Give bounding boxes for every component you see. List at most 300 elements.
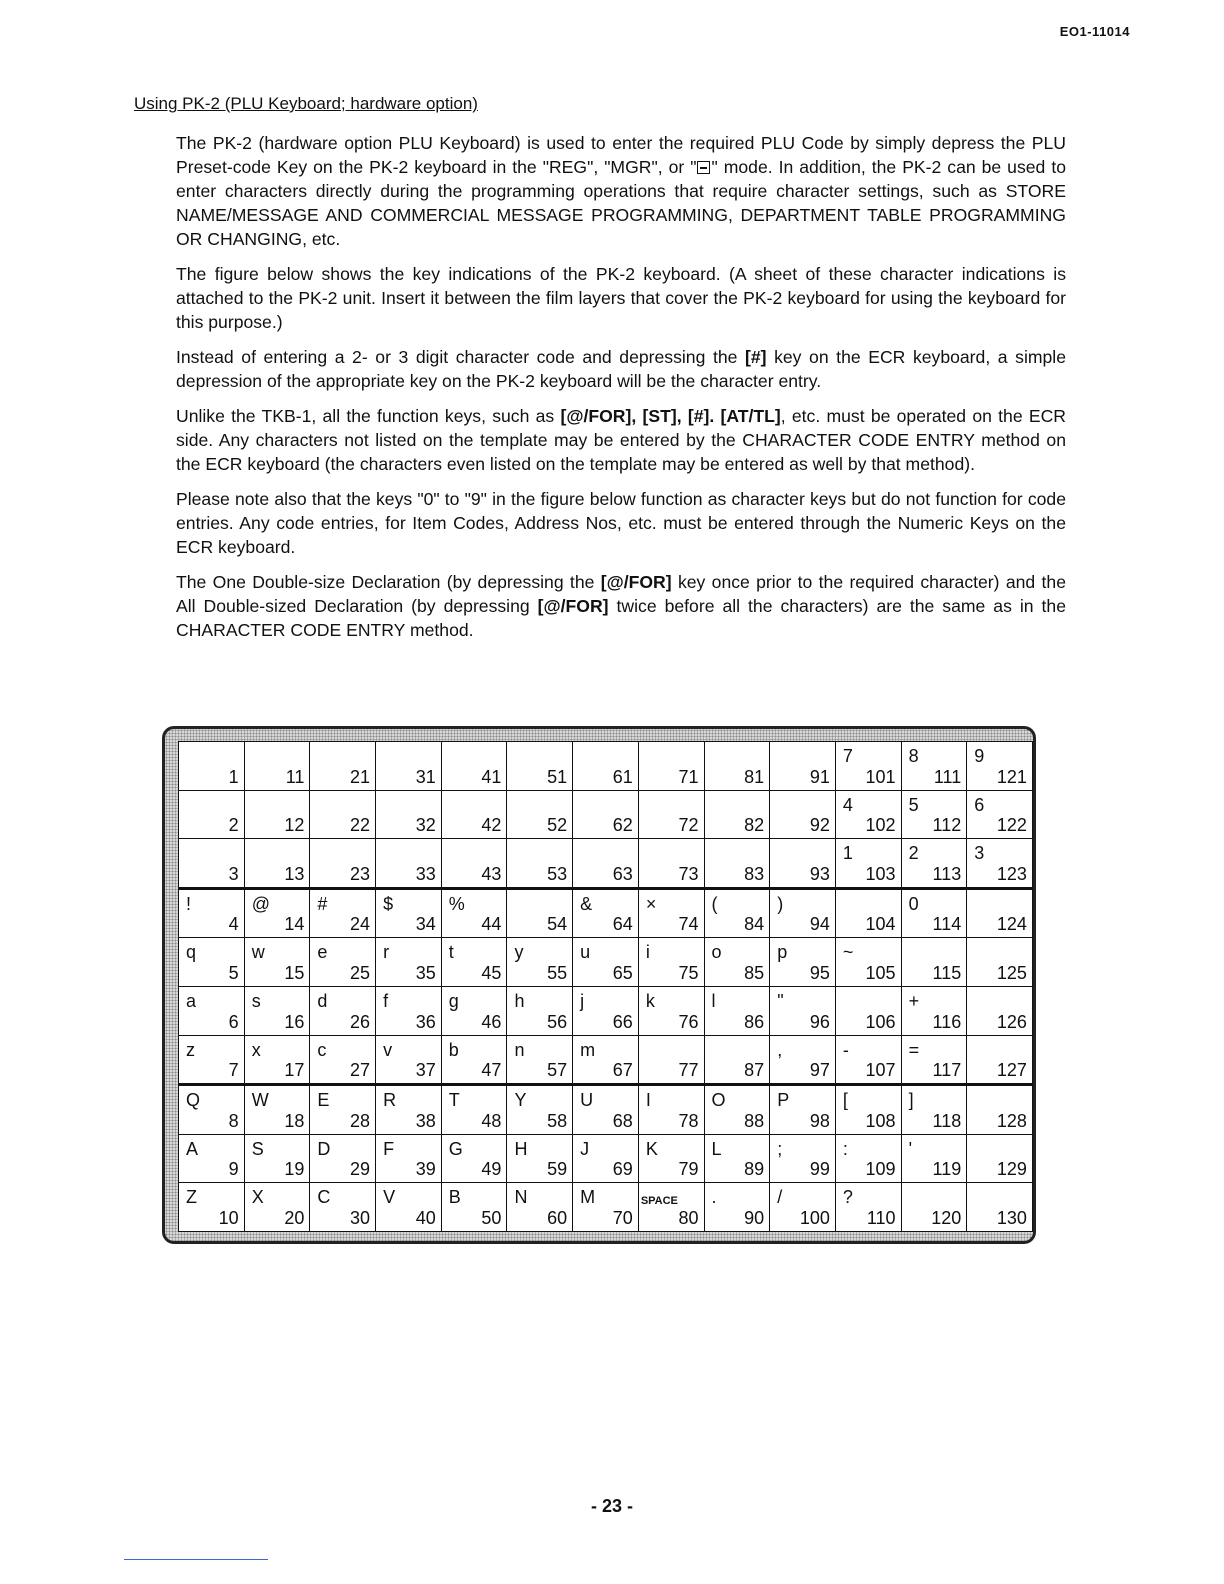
key-code: 11 (285, 766, 305, 787)
key-character: ' (908, 1138, 912, 1159)
key-character: Z (186, 1187, 197, 1208)
key-code: 68 (612, 1110, 633, 1131)
key-character: a (186, 990, 197, 1011)
key-code: 106 (865, 1011, 896, 1032)
key-code: 38 (415, 1110, 436, 1131)
keyboard-key (770, 742, 836, 791)
keyboard-key (967, 986, 1033, 1035)
key-code: 29 (350, 1159, 371, 1180)
keyboard-row (179, 1035, 1033, 1085)
keyboard-key (179, 938, 245, 987)
keyboard-key (901, 790, 967, 839)
key-code: 55 (547, 962, 568, 983)
key-character: ; (777, 1138, 783, 1159)
key-character: 4 (842, 794, 853, 815)
key-character: R (383, 1090, 397, 1111)
keyboard-key (441, 839, 507, 889)
keyboard-key (507, 839, 573, 889)
key-character: P (777, 1090, 790, 1111)
key-code: 104 (865, 914, 896, 935)
keyboard-key (507, 986, 573, 1035)
keyboard-key (573, 1183, 639, 1232)
keyboard-key (770, 790, 836, 839)
key-code: 118 (932, 1110, 962, 1131)
keyboard-key (244, 1085, 310, 1135)
key-character: = (908, 1039, 920, 1060)
key-code: 124 (996, 914, 1027, 935)
keyboard-key (310, 1134, 376, 1183)
keyboard-key (376, 888, 442, 938)
keyboard-key (967, 1035, 1033, 1085)
keyboard-key (638, 839, 704, 889)
paragraph-function-keys-part-b: , etc. must be operated on the ECR side. Any characters not listed on the template may be entered by the CHARACTER CODE ENTRY method on the ECR keyboard (the characters even listed on the template may be entered as well by that method). (176, 406, 1066, 474)
key-code: 41 (481, 766, 502, 787)
keyboard-key (835, 938, 901, 987)
keyboard-key (901, 742, 967, 791)
key-code: 35 (415, 962, 436, 983)
keyboard-key (244, 888, 310, 938)
keyboard-key (573, 938, 639, 987)
key-code: 25 (350, 962, 371, 983)
keyboard-key (835, 839, 901, 889)
paragraph-character-entry-part-b: key on the ECR keyboard, a simple depression of the appropriate key on the PK-2 keyboard will be the character entry. (176, 347, 1066, 391)
hash-key-label: [#] (744, 347, 767, 367)
key-character: ! (186, 893, 192, 914)
key-code: 48 (481, 1110, 502, 1131)
for-key-label-1: [@/FOR] (600, 572, 672, 592)
paragraph-function-keys (176, 404, 1066, 476)
key-code: 105 (865, 962, 896, 983)
keyboard-key (770, 1035, 836, 1085)
key-code: 58 (547, 1110, 568, 1131)
key-character: M (580, 1187, 596, 1208)
keyboard-key (310, 1035, 376, 1085)
key-code: 113 (932, 863, 962, 884)
keyboard-key (376, 1085, 442, 1135)
key-code: 80 (678, 1207, 699, 1228)
key-code: 108 (865, 1110, 896, 1131)
key-character: U (580, 1090, 594, 1111)
key-code: 81 (744, 766, 765, 787)
key-code: 120 (931, 1207, 962, 1228)
keyboard-key (638, 1183, 704, 1232)
keyboard-key (441, 742, 507, 791)
key-code: 77 (678, 1060, 699, 1081)
keyboard-row (179, 986, 1033, 1035)
key-character: i (645, 942, 650, 963)
keyboard-key (179, 1085, 245, 1135)
keyboard-key (835, 888, 901, 938)
keyboard-row (179, 1183, 1033, 1232)
key-code: 16 (284, 1011, 305, 1032)
keyboard-key (507, 790, 573, 839)
key-code: 49 (481, 1159, 502, 1180)
key-code: 42 (481, 815, 502, 836)
key-code: 99 (809, 1159, 830, 1180)
keyboard-key (244, 1134, 310, 1183)
keyboard-key (704, 888, 770, 938)
keyboard-key (310, 839, 376, 889)
keyboard-key (507, 938, 573, 987)
keyboard-key (179, 986, 245, 1035)
key-code: 95 (809, 962, 830, 983)
key-code: 6 (228, 1011, 239, 1032)
key-code: 57 (547, 1060, 568, 1081)
keyboard-key (967, 839, 1033, 889)
key-character: o (711, 942, 722, 963)
keyboard-key (967, 742, 1033, 791)
keyboard-key (704, 1085, 770, 1135)
keyboard-key (967, 790, 1033, 839)
key-character: / (777, 1187, 783, 1208)
keyboard-key (507, 1085, 573, 1135)
keyboard-key (835, 1085, 901, 1135)
keyboard-key (441, 938, 507, 987)
keyboard-key (507, 742, 573, 791)
key-code: 73 (678, 863, 699, 884)
keyboard-key (376, 1183, 442, 1232)
keyboard-key (441, 1134, 507, 1183)
key-character: x (251, 1039, 261, 1060)
key-code: 72 (678, 815, 699, 836)
keyboard-key (770, 986, 836, 1035)
key-code: 97 (809, 1060, 830, 1081)
key-character: r (383, 942, 390, 963)
key-code: 87 (744, 1060, 765, 1081)
key-code: 116 (932, 1011, 962, 1032)
keyboard-key (835, 1183, 901, 1232)
key-code: 90 (744, 1207, 765, 1228)
keyboard-key (967, 1183, 1033, 1232)
key-character: t (448, 942, 454, 963)
keyboard-key (704, 938, 770, 987)
key-code: 28 (350, 1110, 371, 1131)
function-keys-label: [@/FOR], [ST], [#]. [AT/TL] (560, 406, 781, 426)
key-code: 130 (996, 1207, 1027, 1228)
key-character: f (383, 990, 389, 1011)
key-character: G (448, 1138, 463, 1159)
key-character: 2 (908, 843, 919, 864)
key-code: 70 (612, 1207, 633, 1228)
key-code: 91 (809, 766, 830, 787)
key-character: K (645, 1138, 658, 1159)
key-code: 20 (284, 1207, 305, 1228)
paragraph-double-size-part-c: twice before all the characters) are the same as in the CHARACTER CODE ENTRY method. (176, 596, 1066, 640)
key-character: T (448, 1090, 460, 1111)
keyboard-key (638, 1085, 704, 1135)
key-character: k (645, 990, 655, 1011)
key-character: 1 (842, 843, 853, 864)
key-code: 107 (865, 1060, 896, 1081)
key-character: j (580, 990, 585, 1011)
key-code: 78 (678, 1110, 699, 1131)
keyboard-key (441, 1183, 507, 1232)
key-character: g (448, 990, 459, 1011)
key-code: 98 (809, 1110, 830, 1131)
key-code: 63 (612, 863, 633, 884)
keyboard-key (441, 888, 507, 938)
key-character: O (711, 1090, 726, 1111)
key-code: 65 (612, 962, 633, 983)
keyboard-key (310, 1183, 376, 1232)
keyboard-key (901, 986, 967, 1035)
keyboard-key (573, 888, 639, 938)
key-character: e (317, 942, 328, 963)
key-character: " (777, 990, 784, 1011)
keyboard-key (376, 986, 442, 1035)
key-character: @ (251, 893, 270, 914)
keyboard-key (901, 839, 967, 889)
key-character: y (514, 942, 524, 963)
key-character: J (580, 1138, 590, 1159)
paragraph-intro (176, 131, 1066, 251)
document-id: EO1-11014 (1059, 24, 1130, 39)
key-code: 15 (284, 962, 305, 983)
keyboard-key (770, 1085, 836, 1135)
keyboard-key (638, 986, 704, 1035)
key-code: 3 (228, 863, 239, 884)
key-code: 84 (744, 914, 765, 935)
key-code: 60 (547, 1207, 568, 1228)
paragraph-figure-note: The figure below shows the key indications of the PK-2 keyboard. (A sheet of these character indications is attached to the PK-2 unit. Insert it between the film layers that cover the PK-2 keyboard for using the keyboard for this purpose.) (176, 264, 1066, 332)
key-code: 37 (415, 1060, 436, 1081)
key-code: 128 (996, 1110, 1027, 1131)
key-code: 22 (350, 815, 371, 836)
key-code: 75 (678, 962, 699, 983)
key-code: 27 (350, 1060, 371, 1081)
key-character: SPACE (640, 1195, 678, 1208)
key-code: 85 (744, 962, 765, 983)
key-code: 92 (809, 815, 830, 836)
key-character: c (317, 1039, 327, 1060)
keyboard-key (704, 986, 770, 1035)
keyboard-key (179, 1035, 245, 1085)
for-key-label-2: [@/FOR] (537, 596, 609, 616)
key-code: 47 (481, 1060, 502, 1081)
keyboard-key (376, 1035, 442, 1085)
keyboard-row (179, 1134, 1033, 1183)
key-character: ( (711, 893, 718, 914)
key-code: 56 (547, 1011, 568, 1032)
key-code: 125 (996, 962, 1027, 983)
keyboard-key (376, 790, 442, 839)
minus-mode-icon (697, 161, 710, 174)
key-character: z (186, 1039, 195, 1060)
key-code: 34 (415, 914, 436, 935)
key-character: v (383, 1039, 393, 1060)
keyboard-key (901, 1035, 967, 1085)
keyboard-row (179, 938, 1033, 987)
keyboard-key (179, 742, 245, 791)
key-character: 3 (974, 843, 985, 864)
keyboard-row (179, 1085, 1033, 1135)
key-character: u (580, 942, 591, 963)
key-code: 71 (678, 766, 699, 787)
key-character: l (711, 990, 716, 1011)
key-character: 9 (974, 746, 985, 766)
key-code: 123 (996, 863, 1027, 884)
paragraph-double-size (176, 570, 1066, 642)
key-code: 79 (678, 1159, 699, 1180)
keyboard-key (573, 742, 639, 791)
keyboard-key (901, 888, 967, 938)
keyboard-row (179, 839, 1033, 889)
key-character: % (448, 893, 465, 914)
key-code: 50 (481, 1207, 502, 1228)
keyboard-key (967, 888, 1033, 938)
keyboard-key (179, 888, 245, 938)
keyboard-key (770, 888, 836, 938)
footer-rule (124, 1559, 268, 1560)
keyboard-key (901, 938, 967, 987)
key-character: 0 (908, 893, 919, 914)
key-code: 40 (415, 1207, 436, 1228)
keyboard-key (704, 839, 770, 889)
key-character: Y (514, 1090, 527, 1111)
keyboard-key (835, 742, 901, 791)
key-character: D (317, 1138, 331, 1159)
key-character: ~ (842, 942, 854, 963)
keyboard-key (441, 790, 507, 839)
key-code: 89 (744, 1159, 765, 1180)
keyboard-key (835, 790, 901, 839)
key-code: 1 (228, 766, 239, 787)
key-code: 127 (996, 1060, 1027, 1081)
key-code: 46 (481, 1011, 502, 1032)
keyboard-key (967, 1134, 1033, 1183)
keyboard-key (310, 1085, 376, 1135)
keyboard-key (244, 986, 310, 1035)
keyboard-key (507, 888, 573, 938)
keyboard-key (507, 1035, 573, 1085)
page-number: - 23 - (590, 1496, 633, 1516)
key-code: 32 (415, 815, 436, 836)
key-code: 5 (228, 962, 239, 983)
keyboard-key (310, 742, 376, 791)
key-code: 21 (350, 766, 371, 787)
key-code: 122 (996, 815, 1027, 836)
key-code: 10 (218, 1207, 239, 1228)
keyboard-key (573, 1085, 639, 1135)
paragraph-double-size-part-a: The One Double-size Declaration (by depressing the (176, 572, 601, 592)
key-character: [ (842, 1090, 848, 1111)
keyboard-key (704, 1134, 770, 1183)
key-code: 7 (228, 1060, 239, 1081)
keyboard-key (244, 1035, 310, 1085)
key-code: 66 (612, 1011, 633, 1032)
keyboard-key (310, 888, 376, 938)
key-character: H (514, 1138, 528, 1159)
key-code: 119 (932, 1159, 962, 1180)
key-code: 93 (809, 863, 830, 884)
key-code: 4 (228, 914, 239, 935)
keyboard-key (573, 1035, 639, 1085)
key-code: 53 (547, 863, 568, 884)
keyboard-key (638, 790, 704, 839)
key-code: 88 (744, 1110, 765, 1131)
keyboard-key (507, 1134, 573, 1183)
keyboard-key (573, 1134, 639, 1183)
keyboard-row (179, 790, 1033, 839)
key-character: N (514, 1187, 528, 1208)
paragraph-character-entry-part-a: Instead of entering a 2- or 3 digit character code and depressing the (176, 347, 745, 367)
key-character: , (777, 1039, 783, 1060)
keyboard-key (835, 1134, 901, 1183)
key-character: h (514, 990, 525, 1011)
key-code: 94 (809, 914, 830, 935)
key-character: b (448, 1039, 459, 1060)
key-code: 36 (415, 1011, 436, 1032)
keyboard-key (901, 1183, 967, 1232)
key-code: 2 (228, 815, 239, 836)
key-code: 109 (865, 1159, 896, 1180)
key-character: n (514, 1039, 525, 1060)
key-character: $ (383, 893, 394, 914)
key-character: & (580, 893, 593, 914)
key-code: 14 (284, 914, 305, 935)
key-character: w (251, 942, 265, 963)
key-character: 7 (842, 746, 853, 766)
keyboard-key (638, 938, 704, 987)
key-code: 83 (744, 863, 765, 884)
keyboard-key (441, 1035, 507, 1085)
key-character: B (448, 1187, 461, 1208)
keyboard-key (244, 1183, 310, 1232)
key-code: 96 (809, 1011, 830, 1032)
key-code: 126 (996, 1011, 1027, 1032)
key-code: 67 (612, 1060, 633, 1081)
keyboard-key (179, 839, 245, 889)
key-character: . (711, 1187, 717, 1208)
paragraph-numeric-keys: Please note also that the keys "0" to "9" in the figure below function as character keys but do not function for code entries. Any code entries, for Item Codes, Address Nos, etc. must be entered through the Numeric Keys on the ECR keyboard. (176, 489, 1066, 557)
keyboard-row (179, 742, 1033, 791)
key-code: 51 (547, 766, 568, 787)
key-code: 12 (284, 815, 305, 836)
key-code: 26 (350, 1011, 371, 1032)
key-character: + (908, 990, 920, 1011)
key-character: L (711, 1138, 722, 1159)
key-character: ? (842, 1187, 853, 1208)
keyboard-key (967, 1085, 1033, 1135)
keyboard-key (770, 1183, 836, 1232)
keyboard-key (704, 1035, 770, 1085)
key-code: 44 (481, 914, 502, 935)
key-code: 59 (547, 1159, 568, 1180)
keyboard-key (704, 742, 770, 791)
keyboard-key (573, 986, 639, 1035)
keyboard-key (835, 1035, 901, 1085)
keyboard-key (704, 790, 770, 839)
pk2-keyboard-layout (178, 741, 1033, 1232)
key-code: 39 (415, 1159, 436, 1180)
keyboard-key (310, 938, 376, 987)
key-character: 8 (908, 746, 919, 766)
paragraph-intro-part-b: " mode. In addition, the PK-2 can be used to enter characters directly during the programming operations that require character settings, such as STORE NAME/MESSAGE AND COMMERCIAL MESSAGE PROGRAMMING, DEPARTMENT TABLE PROGRAMMING OR CHANGING, etc. (176, 157, 1066, 249)
key-character: C (317, 1187, 331, 1208)
keyboard-key (244, 790, 310, 839)
key-character: m (580, 1039, 596, 1060)
key-character: E (317, 1090, 330, 1111)
key-character: A (186, 1138, 199, 1159)
key-code: 13 (284, 863, 305, 884)
keyboard-key (638, 888, 704, 938)
key-code: 8 (228, 1110, 239, 1131)
key-code: 62 (612, 815, 633, 836)
key-character: 6 (974, 794, 985, 815)
keyboard-key (179, 1134, 245, 1183)
keyboard-key (967, 938, 1033, 987)
key-code: 86 (744, 1011, 765, 1032)
